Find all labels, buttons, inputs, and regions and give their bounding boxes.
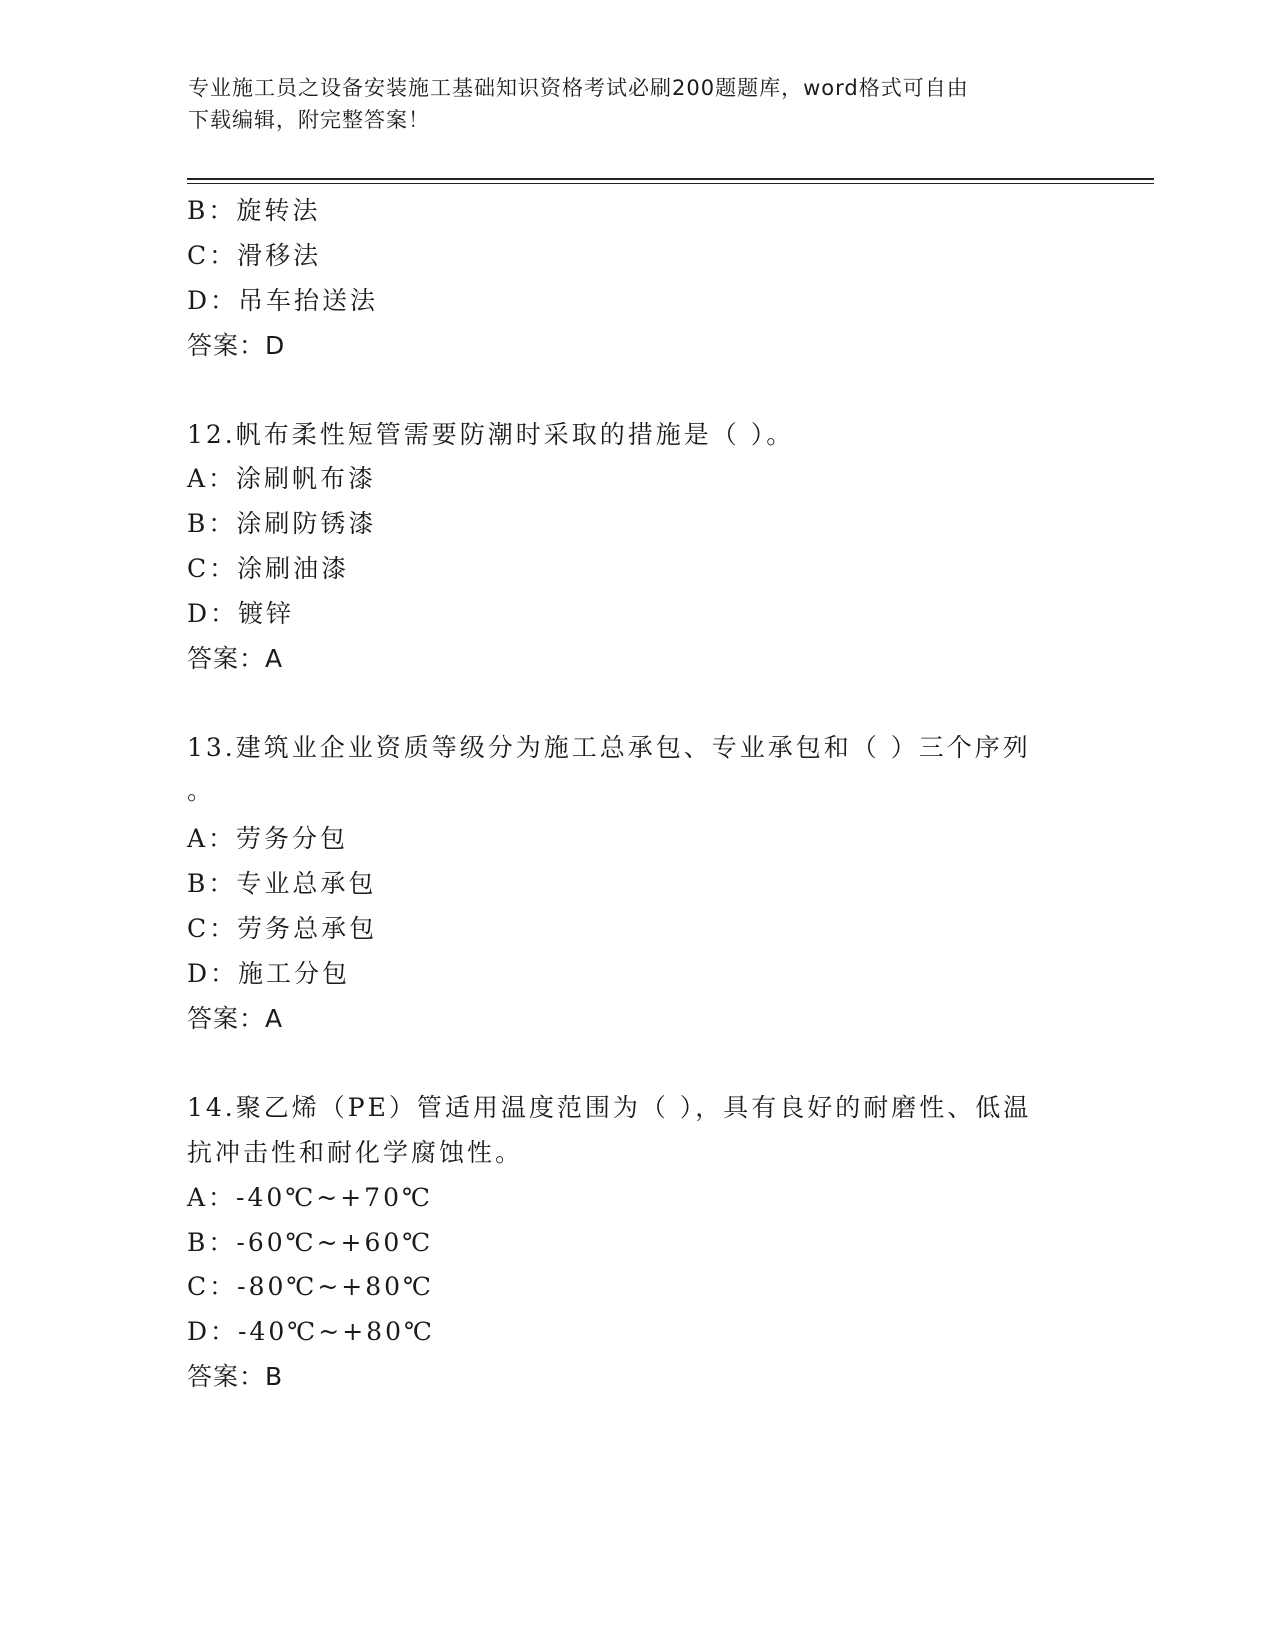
answer-value: B: [265, 1362, 283, 1391]
question-12-option-c: C：涂刷油漆: [187, 554, 350, 583]
question-13-option-a: A：劳务分包: [187, 824, 349, 853]
question-12-option-d: D：镀锌: [187, 599, 295, 628]
question-12-answer: [187, 642, 282, 676]
question-13-option-d: D：施工分包: [187, 959, 351, 988]
prev-option-d: D：吊车抬送法: [187, 286, 379, 315]
answer-label: 答案：: [187, 1362, 266, 1391]
question-14-option-a: A：-40℃~+70℃: [187, 1183, 433, 1212]
question-14-option-c: C：-80℃~+80℃: [187, 1272, 435, 1301]
header-title-line-1: 专业施工员之设备安装施工基础知识资格考试必刷200题题库，word格式可自由: [188, 76, 969, 100]
answer-label: 答案：: [187, 331, 266, 360]
question-14-stem-line-2: 抗冲击性和耐化学腐蚀性。: [187, 1138, 524, 1167]
document-header: [188, 72, 1078, 136]
prev-option-b: B：旋转法: [187, 196, 321, 225]
question-14-option-d: D：-40℃~+80℃: [187, 1317, 435, 1346]
prev-option-c: C：滑移法: [187, 241, 322, 270]
question-13-option-b: B：专业总承包: [187, 869, 377, 898]
question-13-option-c: C：劳务总承包: [187, 914, 378, 943]
question-12-option-a: A：涂刷帆布漆: [187, 464, 377, 493]
prev-answer: [187, 329, 284, 363]
question-12-option-b: B：涂刷防锈漆: [187, 509, 377, 538]
question-14-option-b: B：-60℃~+60℃: [187, 1228, 434, 1257]
header-title-line-2: 下载编辑，附完整答案！: [188, 108, 430, 132]
answer-value: D: [265, 331, 285, 360]
question-14-stem-line-1: 14.聚乙烯（PE）管适用温度范围为（ ），具有良好的耐磨性、低温: [187, 1093, 1032, 1122]
answer-label: 答案：: [187, 1004, 266, 1033]
question-13-answer: [187, 1002, 282, 1036]
question-13-stem-line-1: 13.建筑业企业资质等级分为施工总承包、专业承包和（ ）三个序列: [187, 733, 1031, 762]
header-divider-thick: [187, 178, 1154, 180]
header-divider-thin: [187, 183, 1154, 184]
question-12-stem: 12.帆布柔性短管需要防潮时采取的措施是（ ）。: [187, 420, 795, 449]
question-14-answer: [187, 1360, 282, 1394]
answer-label: 答案：: [187, 644, 266, 673]
question-13-stem-line-2: 。: [187, 776, 216, 805]
answer-value: A: [265, 644, 283, 673]
answer-value: A: [265, 1004, 283, 1033]
